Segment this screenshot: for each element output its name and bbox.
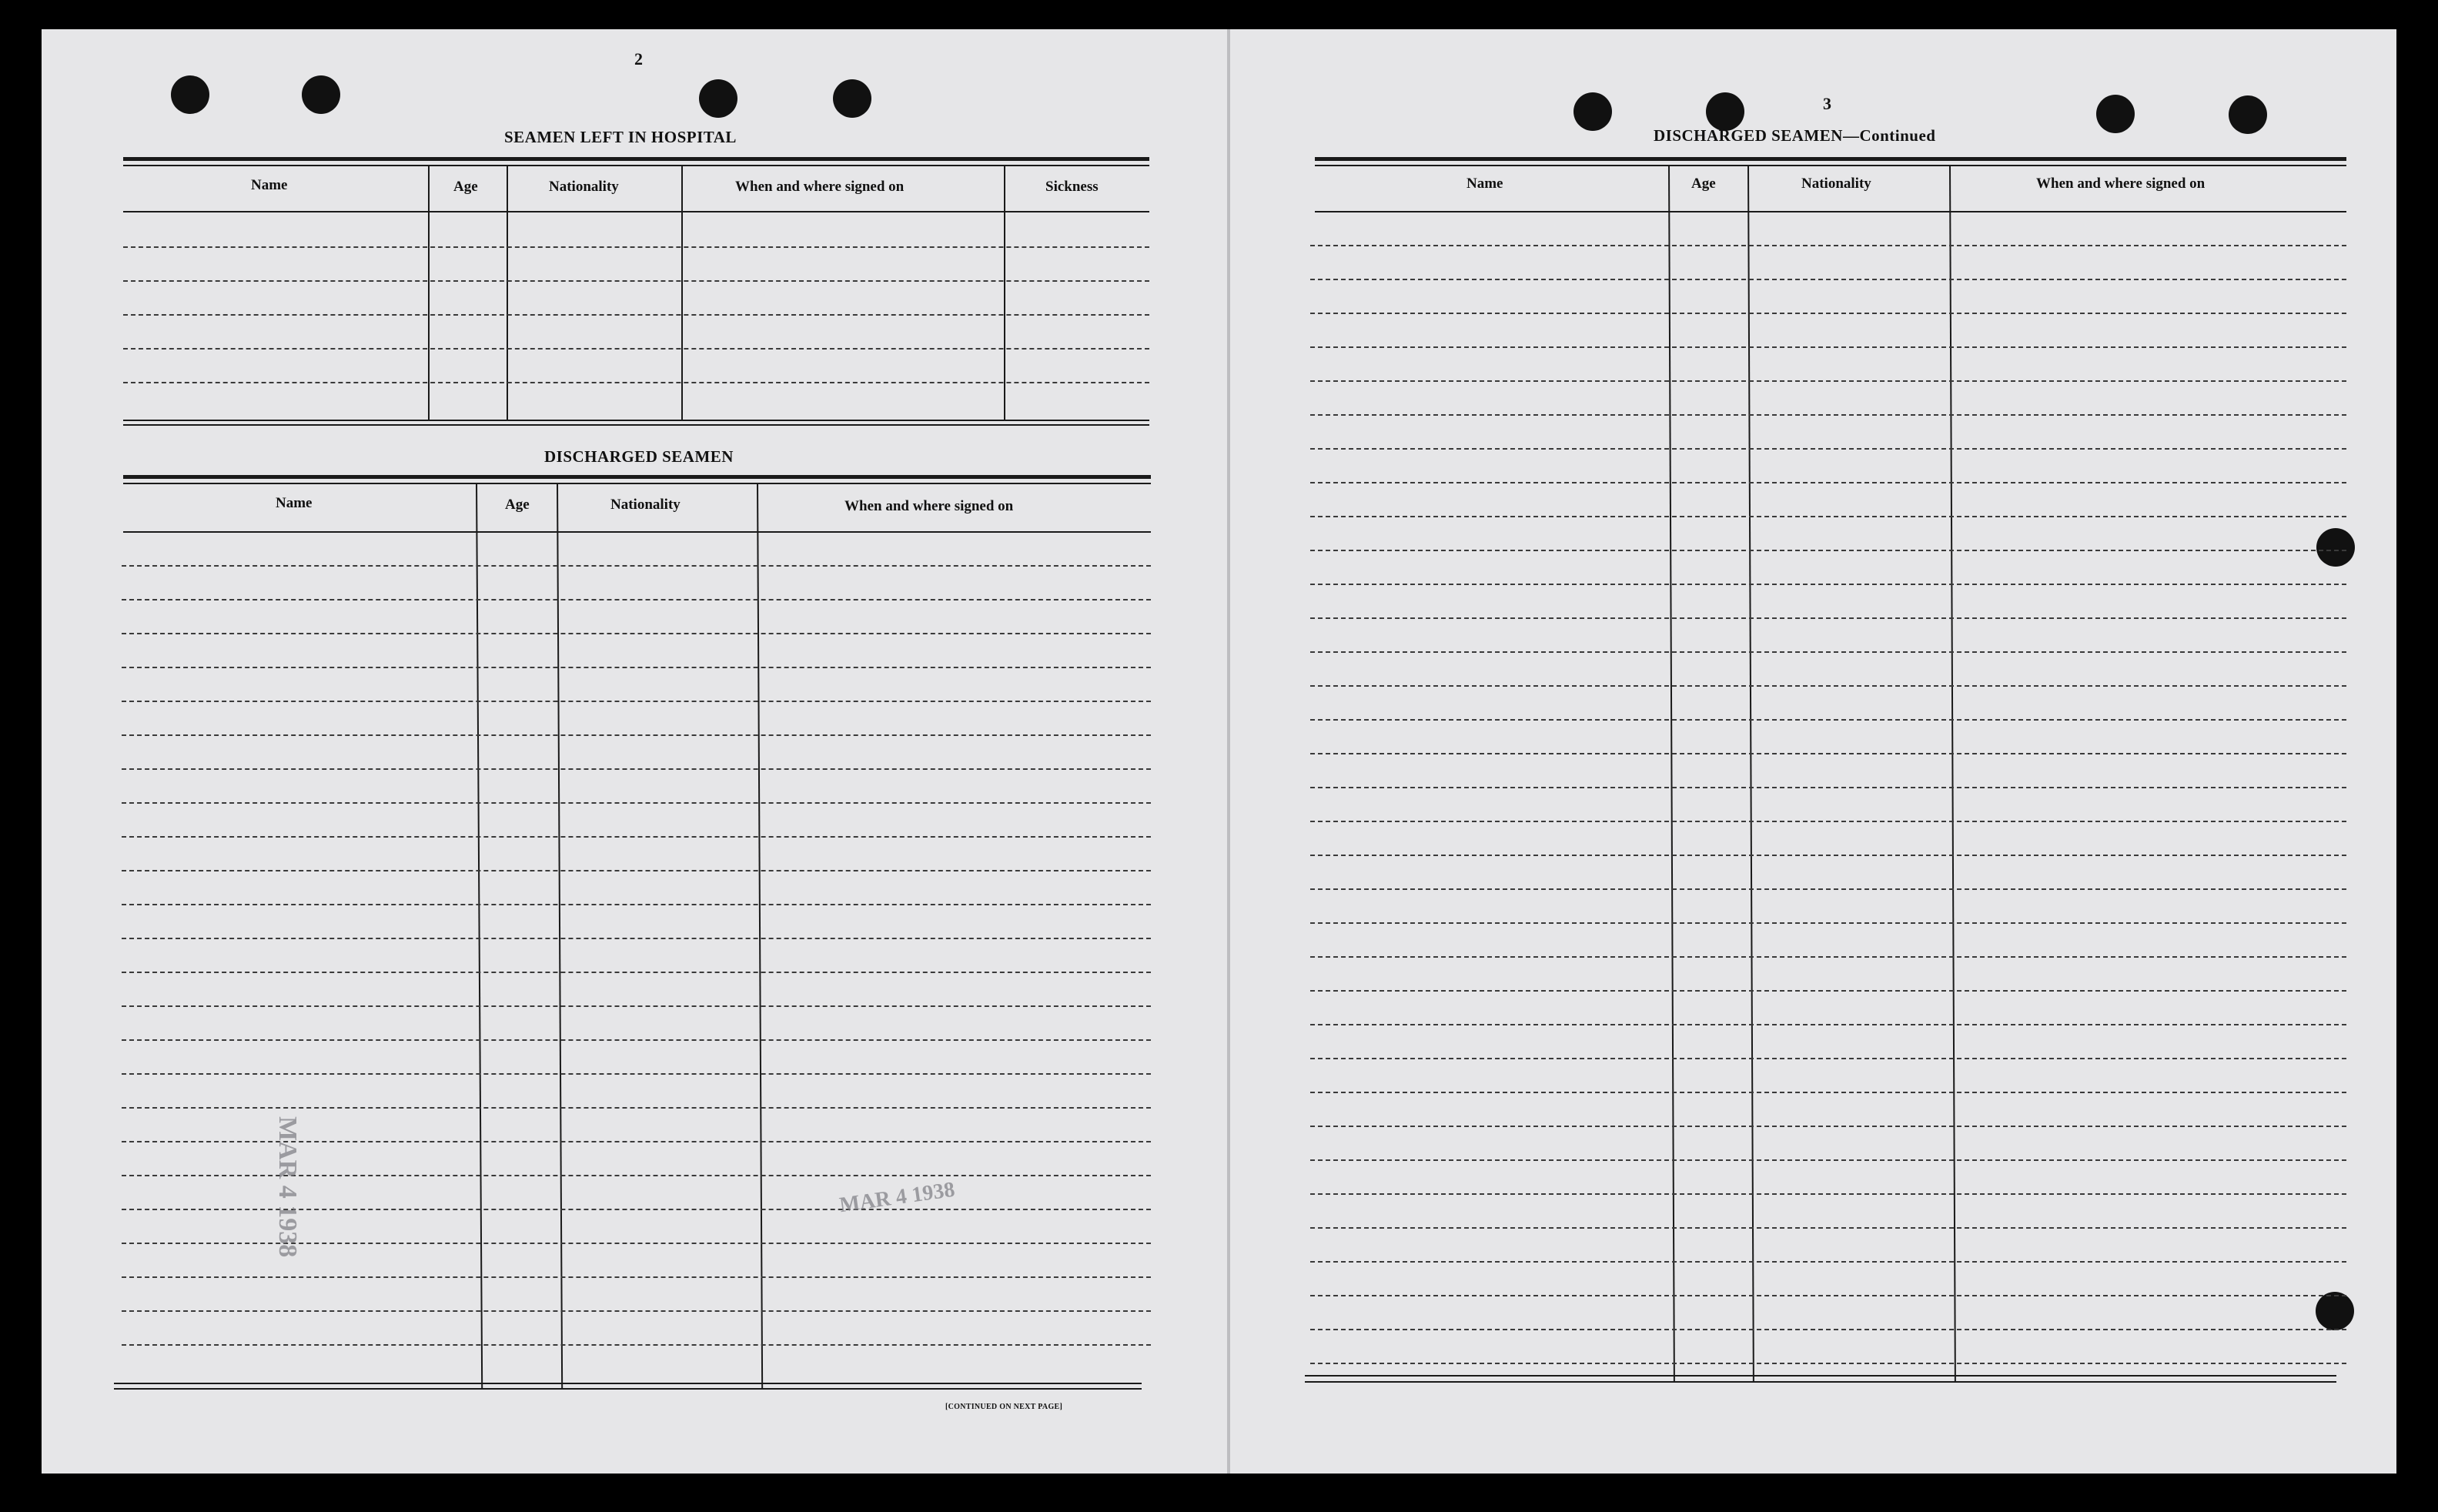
punch-hole <box>833 79 871 118</box>
page-number: 2 <box>634 49 643 69</box>
row-rule <box>1310 1159 2346 1161</box>
column-header-nationality: Nationality <box>610 497 681 513</box>
row-rule <box>1310 313 2346 314</box>
punch-hole <box>699 79 737 118</box>
row-rule <box>1310 990 2346 992</box>
row-rule <box>122 633 1151 634</box>
row-rule <box>1310 245 2346 246</box>
row-rule <box>122 565 1151 567</box>
row-rule <box>122 1073 1151 1075</box>
row-rule <box>1310 651 2346 653</box>
row-rule <box>122 972 1151 973</box>
row-rule <box>1310 279 2346 280</box>
column-header-age: Age <box>453 179 478 195</box>
row-rule <box>1310 956 2346 958</box>
continued-section-title <box>1654 126 1935 146</box>
section-title-text: DISCHARGED SEAMEN <box>1654 126 1843 145</box>
row-rule <box>1310 448 2346 450</box>
row-rule <box>1310 1126 2346 1127</box>
column-header-name: Name <box>276 495 313 511</box>
row-rule <box>122 599 1151 600</box>
row-rule <box>1310 617 2346 619</box>
row-rule <box>122 836 1151 838</box>
punch-hole <box>2316 1292 2354 1330</box>
row-rule <box>123 348 1149 350</box>
table-top-rule <box>123 475 1151 479</box>
row-rule <box>122 1107 1151 1109</box>
row-rule <box>1310 1058 2346 1059</box>
row-rule <box>122 1005 1151 1007</box>
table-bottom-rule <box>123 420 1149 421</box>
column-header-age: Age <box>1691 176 1716 192</box>
row-rule <box>123 382 1149 383</box>
row-rule <box>122 870 1151 871</box>
page-number: 3 <box>1823 94 1831 113</box>
row-rule <box>123 314 1149 316</box>
row-rule <box>1310 753 2346 754</box>
row-rule <box>123 280 1149 282</box>
row-rule <box>1310 1363 2346 1364</box>
round-stamp: MAR 4 1938 <box>838 1177 957 1218</box>
column-header-signed-on: When and where signed on <box>735 179 905 195</box>
row-rule <box>1310 584 2346 585</box>
column-header-nationality: Nationality <box>1801 176 1871 192</box>
row-rule <box>1310 855 2346 856</box>
column-header-name: Name <box>251 177 288 193</box>
row-rule <box>122 734 1151 736</box>
row-rule <box>1310 414 2346 416</box>
column-header-sickness: Sickness <box>1045 179 1099 195</box>
row-rule <box>1310 787 2346 788</box>
row-rule <box>122 768 1151 770</box>
table-top-rule <box>123 165 1149 166</box>
hospital-section-title: SEAMEN LEFT IN HOSPITAL <box>504 128 737 146</box>
date-stamp: MAR 4 1938 <box>273 1116 302 1258</box>
row-rule <box>122 1310 1151 1312</box>
row-rule <box>1310 1329 2346 1330</box>
table-top-rule <box>123 157 1149 161</box>
punch-hole <box>2316 528 2355 567</box>
column-header-nationality: Nationality <box>549 179 619 195</box>
punch-hole <box>1706 92 1744 131</box>
row-rule <box>1310 685 2346 687</box>
row-rule <box>122 1344 1151 1346</box>
column-header-age: Age <box>505 497 530 513</box>
row-rule <box>122 802 1151 804</box>
table-top-rule <box>1315 157 2346 161</box>
section-title-suffix: —Continued <box>1842 126 1936 145</box>
row-rule <box>1310 821 2346 822</box>
header-bottom-rule <box>123 211 1149 212</box>
row-rule <box>1310 719 2346 721</box>
table-bottom-rule <box>123 424 1149 426</box>
table-bottom-rule <box>114 1383 1142 1384</box>
table-bottom-rule <box>1305 1381 2336 1383</box>
table-top-rule <box>1315 165 2346 166</box>
header-bottom-rule <box>1315 211 2346 212</box>
row-rule <box>1310 1295 2346 1296</box>
header-bottom-rule <box>123 531 1151 533</box>
row-rule <box>1310 482 2346 483</box>
row-rule <box>122 1039 1151 1041</box>
continued-note: [CONTINUED ON NEXT PAGE] <box>945 1403 1063 1411</box>
row-rule <box>122 938 1151 939</box>
punch-hole <box>302 75 340 114</box>
punch-hole <box>2229 95 2267 134</box>
row-rule <box>1310 1092 2346 1093</box>
row-rule <box>1310 1193 2346 1195</box>
punch-hole <box>171 75 209 114</box>
row-rule <box>1310 380 2346 382</box>
discharged-section-title: DISCHARGED SEAMEN <box>544 447 734 466</box>
row-rule <box>1310 922 2346 924</box>
row-rule <box>1310 1024 2346 1025</box>
column-header-name: Name <box>1466 176 1503 192</box>
row-rule <box>122 667 1151 668</box>
table-bottom-rule <box>114 1388 1142 1390</box>
column-header-signed-on: When and where signed on <box>844 498 1014 514</box>
row-rule <box>122 904 1151 905</box>
row-rule <box>1310 516 2346 517</box>
row-rule <box>123 246 1149 248</box>
punch-hole <box>1573 92 1612 131</box>
column-header-signed-on: When and where signed on <box>2036 176 2206 192</box>
row-rule <box>1310 346 2346 348</box>
row-rule <box>1310 550 2346 551</box>
row-rule <box>122 1276 1151 1278</box>
row-rule <box>122 701 1151 702</box>
punch-hole <box>2096 95 2135 133</box>
table-top-rule <box>123 483 1151 484</box>
row-rule <box>1310 1227 2346 1229</box>
table-bottom-rule <box>1305 1375 2336 1377</box>
row-rule <box>1310 888 2346 890</box>
row-rule <box>1310 1261 2346 1263</box>
